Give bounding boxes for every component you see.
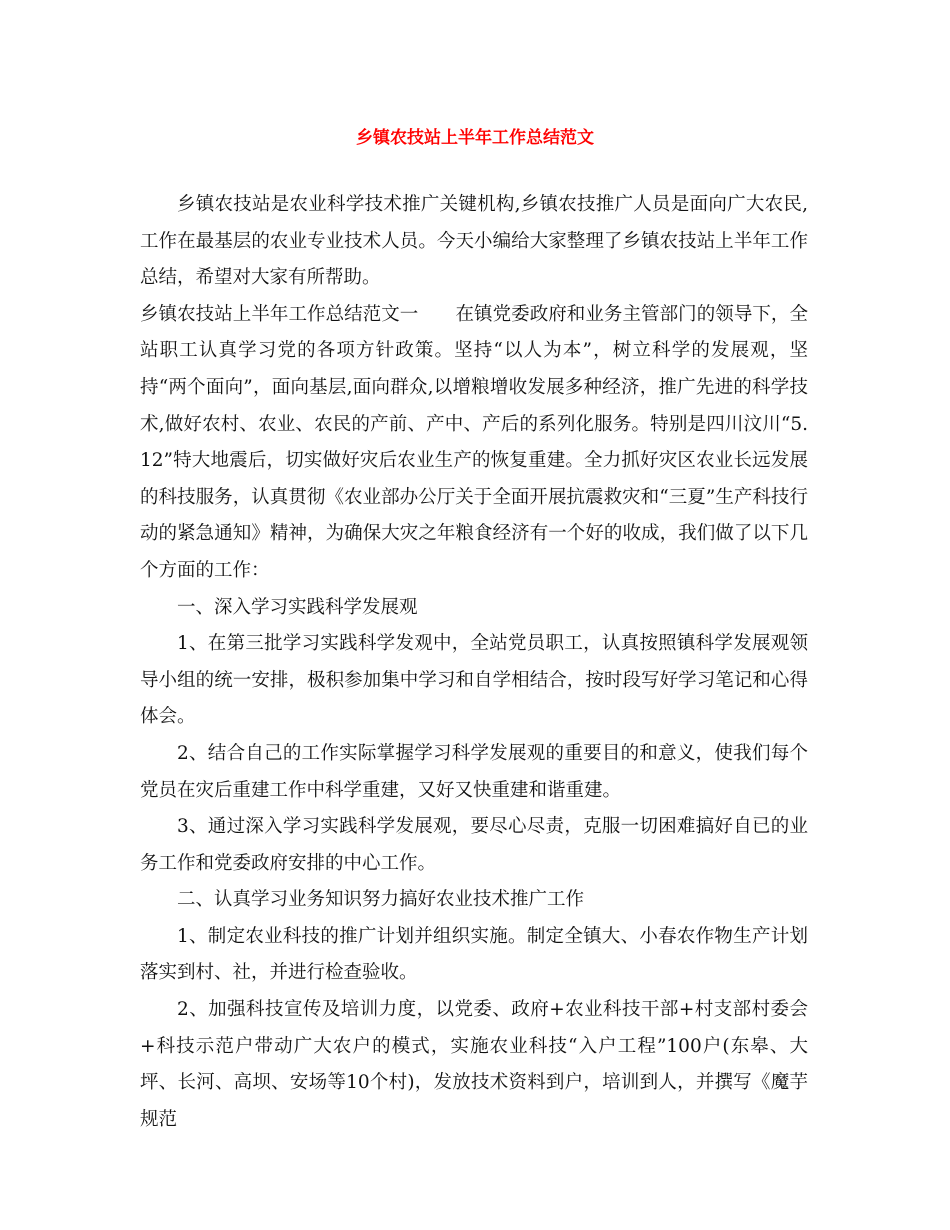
document-title: 乡镇农技站上半年工作总结范文 <box>356 128 594 148</box>
document-body <box>140 187 808 1138</box>
paragraph-1-2: 2、结合自己的工作实际掌握学习科学发展观的重要目的和意义，使我们每个党员在灾后重建工作中科学重建，又好又快重建和谐重建。 <box>140 742 808 801</box>
paragraph-2-1: 1、制定农业科技的推广计划并组织实施。制定全镇大、小春农作物生产计划落实到村、社，并进行检查验收。 <box>140 925 808 984</box>
paragraph-1-3: 3、通过深入学习实践科学发展观，要尽心尽责，克服一切困难搞好自已的业务工作和党委政府安排的中心工作。 <box>140 816 808 874</box>
intro-paragraph: 乡镇农技站是农业科学技术推广关键机构,乡镇农技推广人员是面向广大农民,工作在最基层的农业专业技术人员。今天小编给大家整理了乡镇农技站上半年工作总结，希望对大家有所帮助。 <box>140 194 808 289</box>
paragraph-2-2: 2、加强科技宣传及培训力度，以党委、政府+农业科技干部+村支部村委会+科技示范户带动广大农户的模式，实施农业科技“入户工程”100户(东皋、大坪、长河、高坝、安场等10个村)，发放技术资料到户，培训到人，并撰写《魔芋规范 <box>140 999 808 1130</box>
heading-two: 二、认真学习业务知识努力搞好农业技术推广工作 <box>177 889 585 911</box>
heading-one: 一、深入学习实践科学发展观 <box>177 596 418 618</box>
section-intro-paragraph: 乡镇农技站上半年工作总结范文一 在镇党委政府和业务主管部门的领导下，全站职工认真学习党的各项方针政策。坚持“以人为本”，树立科学的发展观，坚持“两个面向”，面向基层,面向群众,以增粮增收发展多种经济，推广先进的科学技术,做好农村、农业、农民的产前、产中、产后的系列化服务。特别是四川汶川“5.12”特大地震后，切实做好灾后农业生产的恢复重建。全力抓好灾区农业长远发展的科技服务，认真贯彻《农业部办公厅关于全面开展抗震救灾和“三夏”生产科技行动的紧急通知》精神，为确保大灾之年粮食经济有一个好的收成，我们做了以下几个方面的工作： <box>140 303 808 581</box>
paragraph-1-1: 1、在第三批学习实践科学发观中，全站党员职工，认真按照镇科学发展观领导小组的统一安排，极积参加集中学习和自学相结合，按时段写好学习笔记和心得体会。 <box>140 633 808 728</box>
